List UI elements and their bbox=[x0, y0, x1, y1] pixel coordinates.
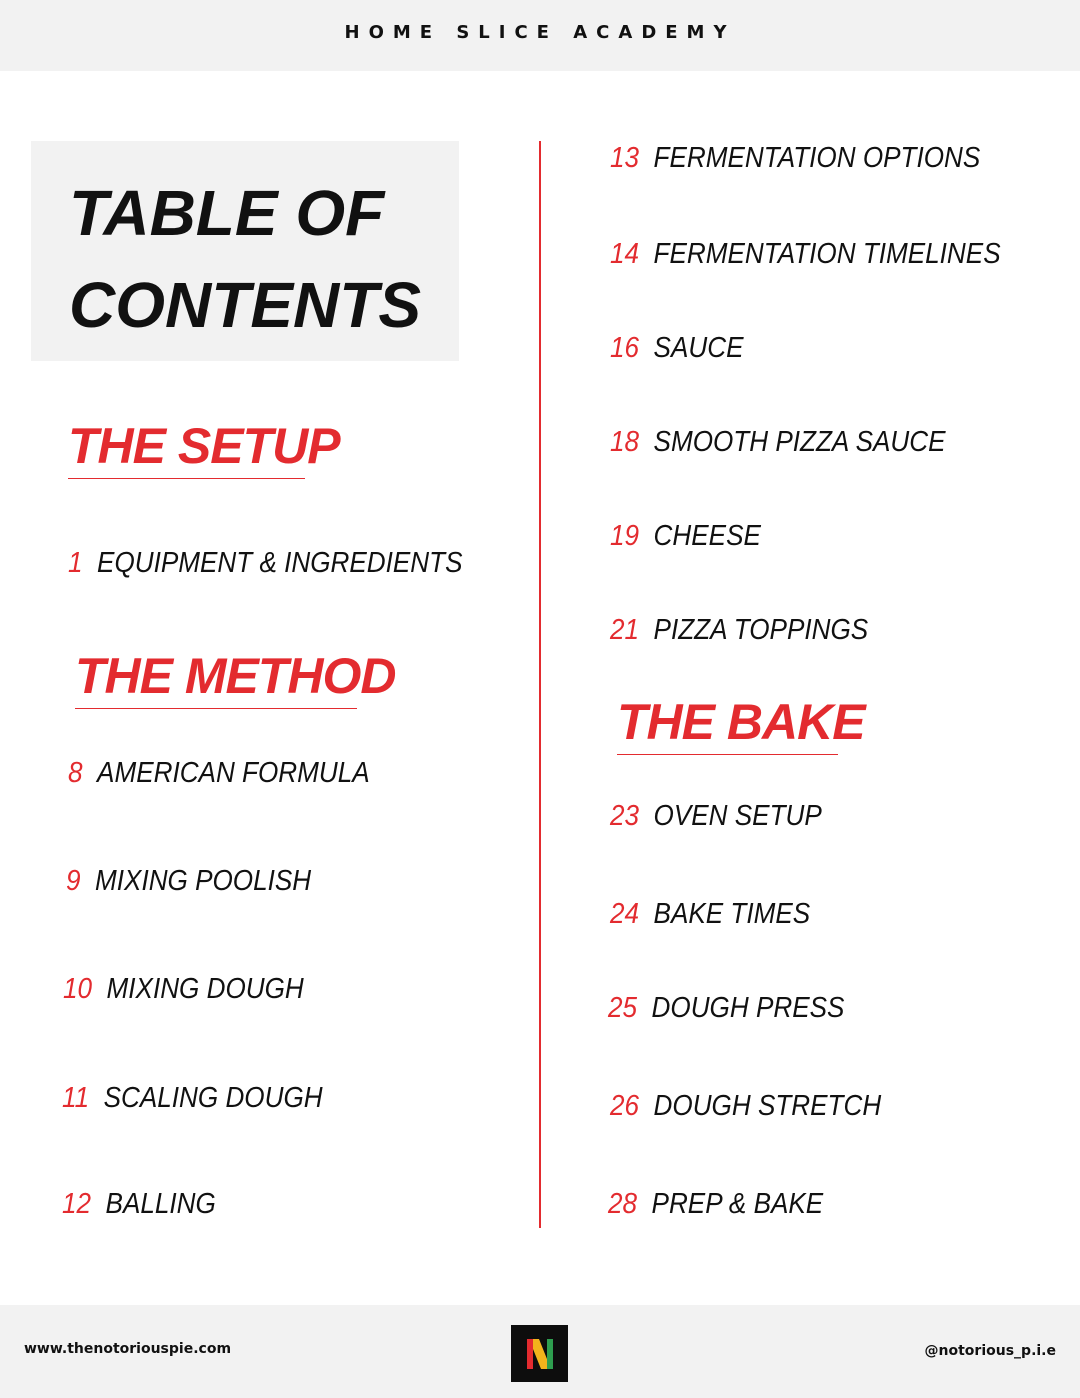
entry-page-number: 23 bbox=[610, 800, 640, 832]
entry-page-number: 21 bbox=[610, 614, 640, 646]
toc-entry-american-formula[interactable] bbox=[68, 756, 370, 790]
entry-page-number: 14 bbox=[610, 238, 640, 270]
entry-page-number: 10 bbox=[63, 973, 93, 1005]
n-logo-icon-graphic bbox=[525, 1337, 555, 1371]
entry-page-number: 11 bbox=[62, 1082, 90, 1114]
toc-entry-balling[interactable] bbox=[62, 1187, 216, 1221]
section-heading-setup: THE SETUP bbox=[68, 418, 305, 479]
toc-entry-oven-setup[interactable] bbox=[610, 799, 822, 833]
entry-label: EQUIPMENT & INGREDIENTS bbox=[97, 547, 463, 579]
toc-entry-cheese[interactable] bbox=[610, 519, 761, 553]
entry-label: DOUGH PRESS bbox=[651, 992, 845, 1024]
section-heading-bake: THE BAKE bbox=[617, 694, 838, 755]
entry-page-number: 9 bbox=[66, 865, 81, 897]
toc-title-box bbox=[31, 141, 459, 361]
entry-label: BALLING bbox=[105, 1188, 216, 1220]
entry-page-number: 19 bbox=[610, 520, 640, 552]
column-divider bbox=[539, 141, 541, 1228]
toc-entry-dough-stretch[interactable] bbox=[610, 1089, 881, 1123]
page-title bbox=[69, 167, 449, 351]
entry-page-number: 26 bbox=[610, 1090, 640, 1122]
entry-page-number: 25 bbox=[608, 992, 638, 1024]
entry-label: FERMENTATION OPTIONS bbox=[653, 142, 981, 174]
entry-label: PREP & BAKE bbox=[651, 1188, 824, 1220]
page-title-line-1: TABLE OF bbox=[69, 177, 385, 249]
entry-page-number: 1 bbox=[68, 547, 83, 579]
entry-label: MIXING DOUGH bbox=[106, 973, 304, 1005]
entry-label: PIZZA TOPPINGS bbox=[653, 614, 869, 646]
header-title: HOME SLICE ACADEMY bbox=[344, 22, 736, 43]
entry-page-number: 24 bbox=[610, 898, 640, 930]
toc-entry-prep-and-bake[interactable] bbox=[608, 1187, 823, 1221]
footer-bar bbox=[0, 1305, 1080, 1398]
social-handle[interactable]: @notorious_p.i.e bbox=[924, 1343, 1056, 1359]
entry-label: CHEESE bbox=[653, 520, 761, 552]
n-logo-icon bbox=[511, 1325, 568, 1382]
entry-page-number: 8 bbox=[68, 757, 83, 789]
toc-entry-mixing-dough[interactable] bbox=[63, 972, 304, 1006]
entry-label: SAUCE bbox=[653, 332, 744, 364]
entry-label: FERMENTATION TIMELINES bbox=[653, 238, 1001, 270]
entry-label: BAKE TIMES bbox=[653, 898, 811, 930]
toc-entry-mixing-poolish[interactable] bbox=[66, 864, 311, 898]
header-bar bbox=[0, 0, 1080, 71]
entry-label: SCALING DOUGH bbox=[103, 1082, 323, 1114]
entry-page-number: 18 bbox=[610, 426, 640, 458]
entry-label: OVEN SETUP bbox=[653, 800, 822, 832]
entry-label: SMOOTH PIZZA SAUCE bbox=[653, 426, 946, 458]
page-title-line-2: CONTENTS bbox=[69, 269, 421, 341]
entry-page-number: 12 bbox=[62, 1188, 92, 1220]
entry-page-number: 16 bbox=[610, 332, 640, 364]
entry-page-number: 28 bbox=[608, 1188, 638, 1220]
section-heading-method: THE METHOD bbox=[75, 648, 357, 709]
toc-entry-sauce[interactable] bbox=[610, 331, 743, 365]
entry-label: MIXING POOLISH bbox=[95, 865, 312, 897]
entry-label: DOUGH STRETCH bbox=[653, 1090, 882, 1122]
entry-label: AMERICAN FORMULA bbox=[97, 757, 370, 789]
toc-entry-dough-press[interactable] bbox=[608, 991, 844, 1025]
entry-page-number: 13 bbox=[610, 142, 640, 174]
toc-entry-scaling-dough[interactable] bbox=[62, 1081, 323, 1115]
toc-entry-bake-times[interactable] bbox=[610, 897, 810, 931]
toc-entry-equipment[interactable] bbox=[68, 546, 462, 580]
toc-entry-fermentation-timelines[interactable] bbox=[610, 237, 1001, 271]
toc-entry-smooth-pizza-sauce[interactable] bbox=[610, 425, 946, 459]
website-link[interactable]: www.thenotoriouspie.com bbox=[24, 1341, 232, 1357]
toc-entry-fermentation-options[interactable] bbox=[610, 141, 980, 175]
toc-entry-pizza-toppings[interactable] bbox=[610, 613, 868, 647]
